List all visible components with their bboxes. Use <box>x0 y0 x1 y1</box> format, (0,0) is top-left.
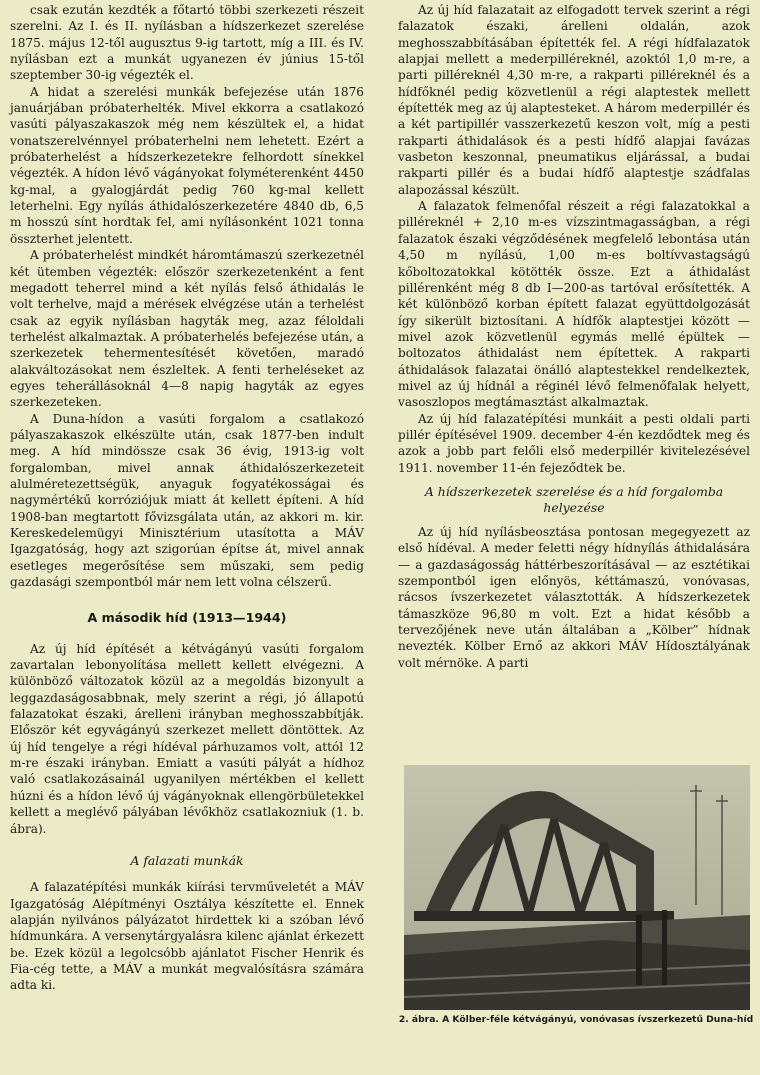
paragraph: Az új híd nyílásbeosztása pontosan megegyezett az első hídéval. A meder feletti négy hídnyílás áthidalására — a gazdaságosság háttérbeszorításával — az esztétikai szempontból igen előnyös, kéttámaszú, vonóvasas, rácsos ívszerkezetet választották. A hídszerkezetek támaszköze 96,80 m volt. Ezt a hidat később a tervezőjének neve után általában a „Kölber” hídnak nevezték. Kölber Ernő az akkori MÁV Hídosztályának volt mérnöke. A parti <box>398 524 750 670</box>
paragraph: csak ezután kezdték a főtartó többi szerkezeti részeit szerelni. Az I. és II. nyílásban a hídszerkezet szerelése 1875. május 12-től augusztus 9-ig tartott, míg a III. és IV. nyílásban ezt a munkát ugyanezen év június 15-től szeptember 30-ig végezték el. <box>10 3 364 83</box>
figure-caption: 2. ábra. A Kölber-féle kétvágányú, vonóvasas ívszerkezetű Duna-híd <box>398 1014 754 1025</box>
paragraph: A próbaterhelést mindkét háromtámaszú szerkezetnél két ütemben végezték: először szerkezetenként a fent megadott teherrel mind a két nyílás felső áthidalás le volt terhelve, majd a mérések elvégzése után a terhelést csak az egyik nyílásban hagyták meg, azaz féloldali terhelést alkalmaztak. A próbaterhelés befejezése után, a szerkezetek tehermentesítését követően, maradó alakváltozásokat nem észleltek. A fenti terheléseket az egyes teherállásoknál 4—8 napig hagyták az egyes szerkezeteken. <box>10 248 364 410</box>
paragraph: Az új híd építését a kétvágányú vasúti forgalom zavartalan lebonyolítása mellett kellett elvégezni. A különböző változatok közül az a megoldás bizonyult a leggazdaságosabbnak, mely szerint a régi, jó állapotú falazatokat északi, árelleni irányban meghosszabbítják. Először két egyvágányú szerkezet mellett döntöttek. Az új híd tengelye a régi hídéval párhuzamos volt, attól 12 m-re északi irányban. Emiatt a vasúti pályát a hídhoz való csatlakozásainál ugyanilyen mértékben el kellett húzni és a hídon lévő új vágányoknak ellengörbületekkel kellett a meglévő pályában lévőkhöz csatlakozniuk (1. b. ábra). <box>10 641 364 836</box>
paragraph: A Duna-hídon a vasúti forgalom a csatlakozó pályaszakaszok elkészülte után, csak 1877-ben indult meg. A híd mindössze csak 36 évig, 1913-ig volt forgalomban, mivel annak áthidalószerkezeteit alulméretezettségük, anyaguk fogyatékosságai és nagymértékű korróziójuk miatt át kellett építeni. A híd 1908-ban megtartott fővizsgálata után, az akkori m. kir. Kereskedelemügyi Minisztérium utasította a MÁV Igazgatóság, hogy azt szigorúan építse át, mivel annak esetleges megerősítése sem műszaki, sem pedig gazdasági szempontból már nem lett volna célszerű. <box>10 411 364 590</box>
paragraph: Az új híd falazatait az elfogadott tervek szerint a régi falazatok északi, árelleni oldalán, azok meghosszabbításában építették fel. A régi hídfalazatok alapjai mellett a mederpilléreknél, azoktól 1,0 m-re, a parti pilléreknél 4,30 m-re, a rakparti pilléreknél és a hídfőknél pedig közvetlenül a régi alaptestek mellett építették meg az új alaptesteket. A három mederpillér és a két partipillér vasszerkezetű keszon volt, míg a pesti rakparti áthidalások és a pesti hídfő alapjai favázas vasbeton keszonnal, pneumatikus eljárással, a budai rakparti pillér és a budai hídfő alaptestje szádfalas alapozással készült. <box>398 3 750 197</box>
left-column <box>10 2 364 994</box>
paragraph: A falazatépítési munkák kiírási tervműveletét a MÁV Igazgatóság Alépítményi Osztálya készítette el. Ennek alapján nyilvános pályázatot hirdettek ki a szóban lévő hídmunkára. A versenytárgyalásra kilenc ajánlat érkezett be. Ezek közül a legolcsóbb ajánlatot Fischer Henrik és Fia-cég tette, a MÁV a munkát megvalósításra számára adta ki. <box>10 880 364 993</box>
paragraph: Az új híd falazatépítési munkáit a pesti oldali parti pillér építésével 1909. december 4-én kezdődtek meg és azok a jobb part felőli első mederpillér kivitelezésével 1911. november 11-én fejeződtek be. <box>398 411 750 475</box>
subsection-heading: A falazati munkák <box>130 852 244 868</box>
bridge-photo-icon <box>404 765 750 1010</box>
section-heading: A második híd (1913—1944) <box>87 610 287 626</box>
bridge-photo <box>404 765 750 1010</box>
paragraph: A falazatok felmenőfal részeit a régi falazatokkal a pilléreknél + 2,10 m-es vízszintmagasságban, a régi falazatok északi végződésének megfelelő lebontása után 4,50 m nyílású, 1,00 m-es boltívvastagságú kőboltozatokkal kötötték össze. Ezt a áthidalást pillérenként még 8 db I—200-as tartóval erősítették. A két különböző korban épített falazat együttdolgozását így sikerült biztosítani. A hídfők alaptestjei között — mivel azok közvetlenül egymás mellé épültek — boltozatos áthidalást nem építettek. A rakparti áthidalások falazatai önálló alaptestekkel rendelkeztek, mivel az új hídnál a réginél lévő felmenőfalak helyett, vasoszlopos megtámasztást alkalmaztak. <box>398 199 750 410</box>
subsection-heading: A hídszerkezetek szerelése és a híd forgalomba helyezése <box>424 483 724 515</box>
right-column <box>398 2 750 671</box>
paragraph: A hidat a szerelési munkák befejezése után 1876 januárjában próbaterhelték. Mivel ekkorra a csatlakozó vasúti pályaszakaszok még nem készültek el, a hidat vonatszerelvénnyel próbaterhelni nem lehetett. Ezért a próbaterhelést a hídszerkezetekre felhordott sínekkel végezték. A hídon lévő vágányokat folyméterenként 4450 kg-mal, a gyalogjárdát pedig 760 kg-mal kellett leterhelni. Egy nyílás áthidalószerkezetére 4840 db, 6,5 m hosszú sínt hordtak fel, ami nyílásonként 1021 tonna összterhet jelentett. <box>10 84 364 246</box>
